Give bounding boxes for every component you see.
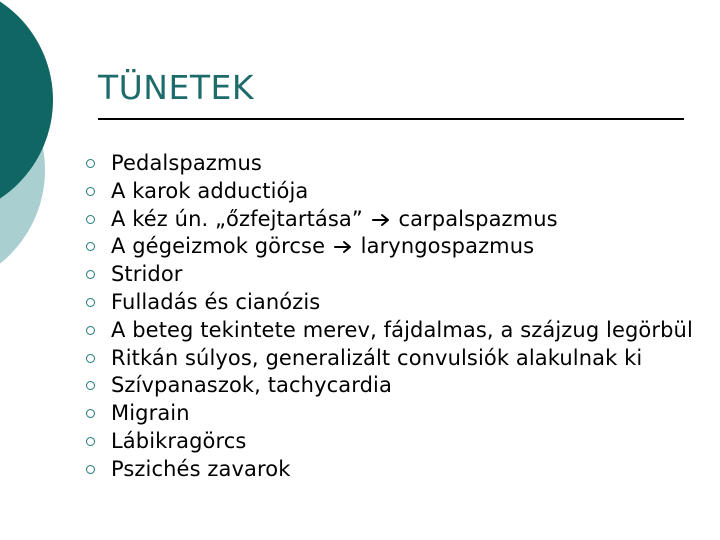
bullet-arrow-target: carpalspazmus: [398, 206, 558, 231]
bullet-circle-icon: [86, 409, 95, 418]
bullet-item: [0, 458, 720, 482]
bullet-circle-icon: [86, 354, 95, 363]
bullet-text: Fulladás és cianózis: [111, 289, 321, 314]
bullet-text: Stridor: [111, 262, 183, 287]
title-divider: [98, 118, 684, 120]
bullet-text: Lábikragörcs: [111, 428, 247, 453]
bullet-circle-icon: [86, 215, 95, 224]
bullet-text: Ritkán súlyos, generalizált convulsiók alakulnak ki: [111, 345, 643, 370]
bullet-circle-icon: [86, 270, 95, 279]
bullet-item: [0, 235, 720, 259]
bullet-item: [0, 430, 720, 454]
bullet-circle-icon: [86, 381, 95, 390]
bullet-circle-icon: [86, 298, 95, 307]
bullet-list: [0, 152, 720, 486]
bullet-item: [0, 402, 720, 426]
bullet-circle-icon: [86, 242, 95, 251]
bullet-text: Migrain: [111, 401, 190, 426]
bullet-item: [0, 263, 720, 287]
bullet-item: [0, 319, 720, 343]
bullet-item: [0, 374, 720, 398]
bullet-item: [0, 152, 720, 176]
bullet-item: [0, 208, 720, 232]
bullet-circle-icon: [86, 159, 95, 168]
arrow-right-icon: [334, 240, 352, 254]
bullet-text: Pedalspazmus: [111, 151, 262, 175]
slide-title: TÜNETEK: [98, 68, 254, 107]
bullet-circle-icon: [86, 465, 95, 474]
arrow-right-icon: [372, 213, 390, 227]
bullet-arrow-target: laryngospazmus: [360, 234, 535, 259]
bullet-circle-icon: [86, 187, 95, 196]
bullet-text: A beteg tekintete merev, fájdalmas, a szájzug legörbül: [111, 317, 693, 342]
bullet-circle-icon: [86, 326, 95, 335]
bullet-text: A karok adductiója: [111, 178, 309, 203]
bullet-text: Pszichés zavarok: [111, 456, 291, 481]
bullet-item: [0, 291, 720, 315]
bullet-item: [0, 347, 720, 371]
bullet-item: [0, 180, 720, 204]
bullet-text: Szívpanaszok, tachycardia: [111, 373, 392, 398]
bullet-circle-icon: [86, 437, 95, 446]
bullet-text: A kéz ún. „őzfejtartása”: [111, 206, 363, 231]
bullet-text: A gégeizmok görcse: [111, 234, 326, 259]
